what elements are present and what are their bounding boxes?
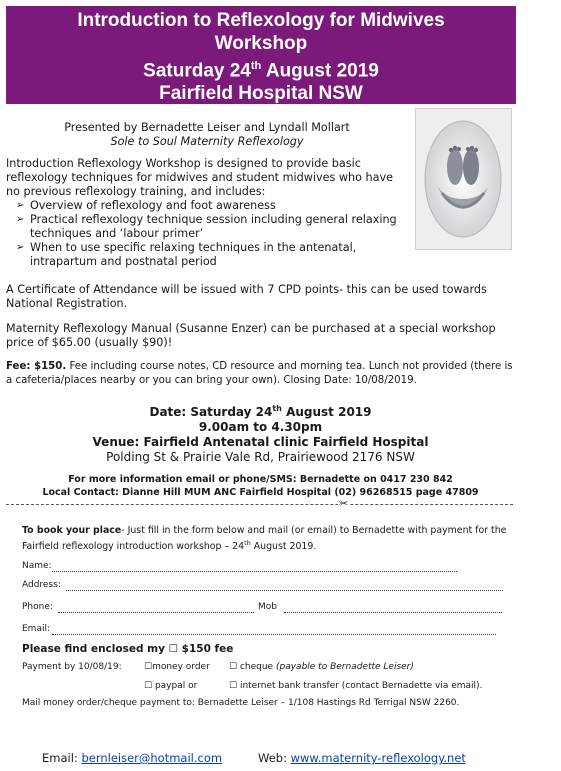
fee-checkbox[interactable]: ☐ [168,643,178,655]
contact-line-2: Local Contact: Dianne Hill MUM ANC Fairfield Hospital (02) 96268515 page 47809 [42,486,479,498]
event-details [0,401,521,465]
option-money-order[interactable]: ☐money order [144,662,210,672]
bullet-item: ➢ Practical reflexology technique session including general relaxing techniques and ‘labour primer’ [16,213,397,240]
arrow-bullet-icon: ➢ [16,200,25,211]
enclosed-line: Please find enclosed my ☐ $150 fee [22,643,234,655]
web-label: Web: [258,751,287,765]
email-field[interactable] [52,634,496,635]
option-bank-transfer[interactable]: ☐ internet bank transfer (contact Bernadette via email). [229,681,483,691]
presenters-line: Presented by Bernadette Leiser and Lyndall Mollart [64,121,350,134]
event-time: 9.00am to 4.30pm [198,420,323,434]
payment-by-label: Payment by 10/08/19: [22,662,122,672]
email-label: Email: [22,624,51,634]
title-line-2: Workshop [214,32,308,54]
checkbox-icon[interactable]: ☐ [144,681,153,691]
event-date: Date: Saturday 24th August 2019 [149,404,372,419]
certificate-note: A Certificate of Attendance will be issued with 7 CPD points- this can be used towards National Registration. [6,283,487,310]
email-link[interactable]: bernleiser@hotmail.com [81,751,223,765]
presenters [0,121,414,149]
manual-note: Maternity Reflexology Manual (Susanne Enzer) can be purchased at a special workshop price of $65.00 (usually $90)! [6,322,496,349]
enclosed-amount: $150 fee [181,643,234,655]
arrow-bullet-icon: ➢ [16,214,25,225]
bullet-item: ➢ Overview of reflexology and foot awareness [16,199,276,212]
title-line-1: Introduction to Reflexology for Midwives [77,10,445,31]
mob-field[interactable] [284,612,502,613]
contact-line-1: For more information email or phone/SMS: Bernadette on 0417 230 842 [68,474,453,485]
checkbox-icon[interactable]: ☐ [144,662,153,672]
cut-line [6,504,513,505]
intro-bullets [6,199,406,269]
web-link[interactable]: www.maternity-reflexology.net [290,751,466,765]
intro-paragraph: Introduction Reflexology Workshop is designed to provide basic reflexology techniques for midwives and student midwives who have no previous reflexology training, and includes: [6,157,393,198]
option-cheque[interactable]: ☐ cheque (payable to Bernadette Leiser) [229,662,414,672]
footer-email [42,751,222,765]
title-banner [6,6,516,104]
footer-web [258,751,466,765]
title-date: Saturday 24th August 2019 [143,60,379,82]
name-label: Name: [22,561,52,571]
checkbox-icon[interactable]: ☐ [229,681,238,691]
arrow-bullet-icon: ➢ [16,242,25,253]
email-label: Email: [42,751,78,765]
address-field[interactable] [66,590,503,591]
title-venue: Fairfield Hospital NSW [159,82,363,104]
phone-label: Phone: [22,602,53,612]
checkbox-icon[interactable]: ☐ [229,662,238,672]
booking-intro: To book your place- Just fill in the form below and mail (or email) to Bernadette with payment for the Fairfield reflexology introduction workshop – 24th August 2019. [22,525,507,553]
business-name: Sole to Soul Maternity Reflexology [110,135,304,148]
contact-info [0,474,521,499]
address-label: Address: [22,580,61,590]
event-venue: Venue: Fairfield Antenatal clinic Fairfield Hospital [92,435,429,449]
mail-payment-note: Mail money order/cheque payment to: Bernadette Leiser – 1/108 Hastings Rd Terrigal NSW 2260. [22,698,460,708]
bullet-item: ➢ When to use specific relaxing techniques in the antenatal, intrapartum and postnatal period [16,241,357,268]
feet-in-hands-image [416,109,511,249]
phone-field[interactable] [58,612,254,613]
booking-intro-title: To book your place [22,525,122,536]
feet-photo [415,108,512,250]
scissors-icon: ✂ [339,497,349,510]
fee-label: Fee: $150. [6,361,67,372]
mob-label: Mob [258,602,277,612]
option-paypal[interactable]: ☐ paypal or [144,681,198,691]
event-address: Polding St & Prairie Vale Rd, Prairiewood 2176 NSW [106,450,415,464]
name-field[interactable] [52,571,457,572]
fee-note: Fee: $150. Fee including course notes, CD resource and morning tea. Lunch not provided (there is a cafeteria/places nearby or you can bring your own). Closing Date: 10/08/2019. [6,361,513,386]
